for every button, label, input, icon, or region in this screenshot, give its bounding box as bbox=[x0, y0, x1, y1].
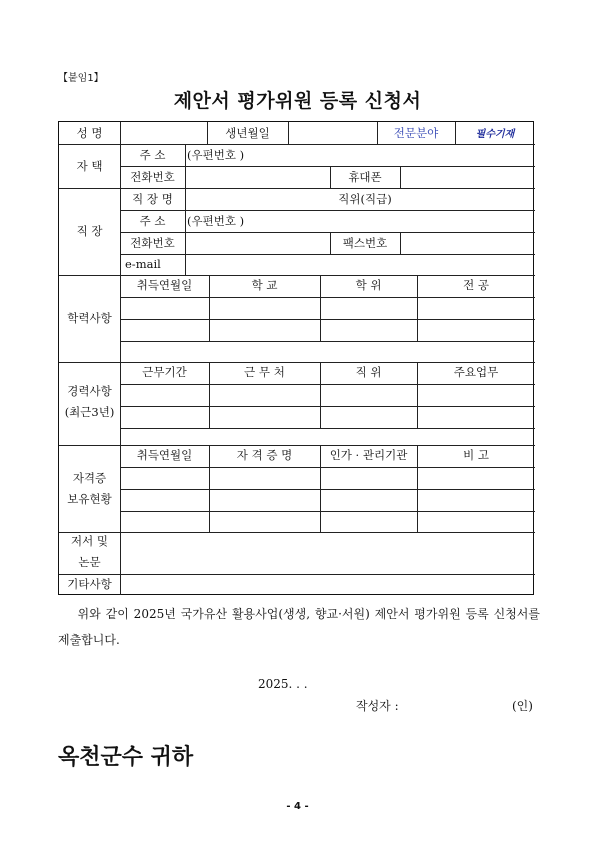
seal-mark: (인) bbox=[512, 699, 533, 713]
other-section-label: 기타사항 bbox=[67, 577, 112, 591]
writings-section-sublabel: 논문 bbox=[78, 555, 101, 569]
education-header-date: 취득연월일 bbox=[136, 278, 193, 292]
certificate-header-name: 자 격 증 명 bbox=[236, 448, 293, 462]
career-header-workplace: 근 무 처 bbox=[244, 365, 285, 379]
company-label: 직 장 명 bbox=[132, 192, 173, 206]
career-header-period: 근무기간 bbox=[142, 365, 187, 379]
education-section-label: 학력사항 bbox=[67, 311, 112, 325]
work-section-label: 직 장 bbox=[76, 224, 103, 238]
career-section-label: 경력사항 bbox=[67, 384, 112, 398]
recipient: 옥천군수 귀하 bbox=[58, 745, 194, 770]
home-postal-code: (우편번호 ) bbox=[187, 148, 245, 162]
home-section-label: 자 택 bbox=[76, 159, 103, 173]
home-address-label: 주 소 bbox=[139, 148, 166, 162]
certificate-header-issuer: 인가 · 관리기관 bbox=[329, 448, 408, 462]
expertise-label: 전문분야 bbox=[393, 126, 439, 140]
certificate-header-date: 취득연월일 bbox=[136, 448, 193, 462]
required-note: 필수기재 bbox=[475, 129, 515, 140]
fax-label: 팩스번호 bbox=[342, 236, 388, 250]
education-header-major: 전 공 bbox=[463, 278, 489, 292]
writer-label: 작성자 : bbox=[356, 699, 399, 713]
work-address-label: 주 소 bbox=[139, 214, 166, 228]
position-label: 직위(직급) bbox=[338, 192, 392, 206]
page-title: 제안서 평가위원 등록 신청서 bbox=[173, 90, 422, 112]
email-label: e-mail bbox=[125, 257, 161, 271]
home-phone-label: 전화번호 bbox=[130, 170, 175, 184]
career-section-sublabel: (최근3년) bbox=[64, 405, 115, 419]
education-header-degree: 학 위 bbox=[355, 278, 382, 292]
work-postal-code: (우편번호 ) bbox=[187, 214, 245, 228]
birthdate-label: 생년월일 bbox=[225, 126, 270, 140]
mobile-label: 휴대폰 bbox=[348, 170, 382, 184]
writings-section-label: 저서 및 bbox=[71, 534, 108, 548]
registration-form-table bbox=[58, 121, 534, 595]
application-statement: 위와 같이 2025년 국가유산 활용사업(생생, 향교·서원) 제안서 평가위원 등록 신청서를 제출합니다. bbox=[58, 607, 540, 647]
certificate-header-remarks: 비 고 bbox=[463, 448, 489, 462]
attachment-label: 【붙임1】 bbox=[58, 73, 104, 84]
name-label: 성 명 bbox=[76, 126, 103, 140]
page-number: - 4 - bbox=[286, 801, 309, 812]
education-header-school: 학 교 bbox=[251, 278, 278, 292]
application-date: 2025. . . bbox=[258, 677, 308, 691]
work-phone-label: 전화번호 bbox=[130, 236, 175, 250]
career-header-position: 직 위 bbox=[355, 365, 382, 379]
certificate-section-label: 자격증 bbox=[72, 471, 107, 485]
career-header-duties: 주요업무 bbox=[453, 365, 499, 379]
certificate-section-sublabel: 보유현황 bbox=[67, 492, 112, 506]
